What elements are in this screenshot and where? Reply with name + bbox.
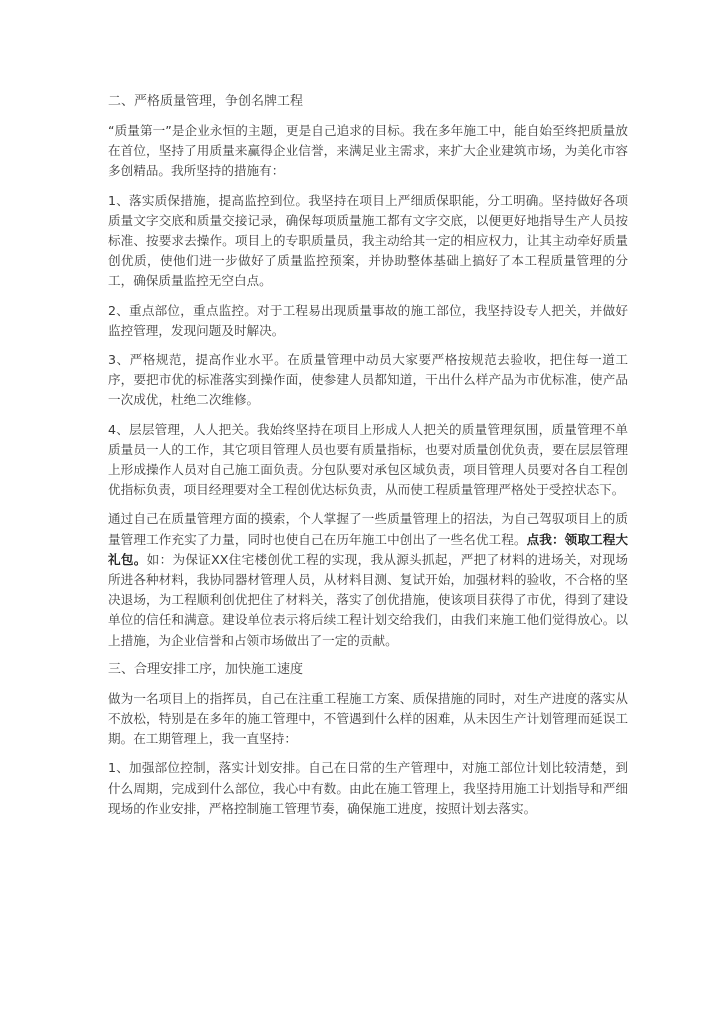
- gift-pack-link[interactable]: 点我：领取工程大礼包。: [108, 531, 629, 567]
- section-2-item-2: 2、重点部位，重点监控。对于工程易出现质量事故的施工部位，我坚持设专人把关，并做好监控管理，发现问题及时解决。: [108, 302, 628, 338]
- summary-text-part-2: 如：为保证XX住宅楼创优工程的实现，我从源头抓起，严把了材料的进场关，对现场所进各种材料，我协同器材管理人员，从材料目测、复试开始，加强材料的验收，不合格的坚决退场，为工程顺利创优把住了材料关，落实了创优措施，使该项目获得了市优，得到了建设单位的信任和满意。建设单位表示将后续工程计划交给我们，由我们来施工他们觉得放心。以上措施，为企业信誉和占领市场做出了一定的贡献。: [108, 551, 628, 648]
- section-2-item-1: 1、落实质保措施，提高监控到位。我坚持在项目上严细质保职能，分工明确。坚持做好各项质量文字交底和质量交接记录，确保每项质量施工都有文字交底，以便更好地指导生产人员按标准、按要求去操作。项目上的专职质量员，我主动给其一定的相应权力，让其主动牵好质量创优质，使他们进一步做好了质量监控预案，并协助整体基础上搞好了本工程质量管理的分工，确保质量监控无空白点。: [108, 192, 628, 289]
- section-2-heading: 二、严格质量管理，争创名牌工程: [108, 94, 304, 109]
- section-2-summary: [108, 509, 628, 650]
- section-3-item-1: 1、加强部位控制，落实计划安排。自己在日常的生产管理中，对施工部位计划比较清楚，到什么周期，完成到什么部位，我心中有数。由此在施工管理上，我坚持用施工计划指导和严细现场的作业安排，严格控制施工管理节奏，确保施工进度，按照计划去落实。: [108, 760, 628, 816]
- section-2-item-3: 3、严格规范，提高作业水平。在质量管理中动员大家要严格按规范去验收，把住每一道工序，要把市优的标准落实到操作面，使参建人员都知道，干出什么样产品为市优标准，使产品一次成优，杜绝二次维修。: [108, 352, 628, 408]
- summary-text-part-1: 通过自己在质量管理方面的摸索，个人掌握了一些质量管理上的招法，为自己驾驭项目上的质量管理工作充实了力量，同时也使自己在历年施工中创出了一些名优工程。: [108, 511, 628, 547]
- section-3-intro: 做为一名项目上的指挥员，自己在注重工程施工方案、质保措施的同时，对生产进度的落实从不放松，特别是在多年的施工管理中，不管遇到什么样的困难，从未因生产计划管理而延误工期。在工期管理上，我一直坚持：: [108, 690, 628, 747]
- section-2-item-4: 4、层层管理，人人把关。我始终坚持在项目上形成人人把关的质量管理氛围，质量管理不单质量员一人的工作，其它项目管理人员也要有质量指标，也要对质量创优负责，要在层层管理上形成操作人员对自己施工面负责。分包队要对承包区域负责，项目管理人员要对各自工程创优指标负责，项目经理要对全工程创优达标负责，从而使工程质量管理严格处于受控状态下。: [108, 421, 628, 498]
- section-3-heading: 三、合理安排工序，加快施工速度: [108, 661, 304, 677]
- section-2-intro: “质量第一”是企业永恒的主题，更是自己追求的目标。我在多年施工中，能自始至终把质量放在首位，坚持了用质量来赢得企业信誉，来满足业主需求，来扩大企业建筑市场，为美化市容多创精品。我所坚持的措施有：: [108, 123, 628, 179]
- document-page: [108, 92, 628, 828]
